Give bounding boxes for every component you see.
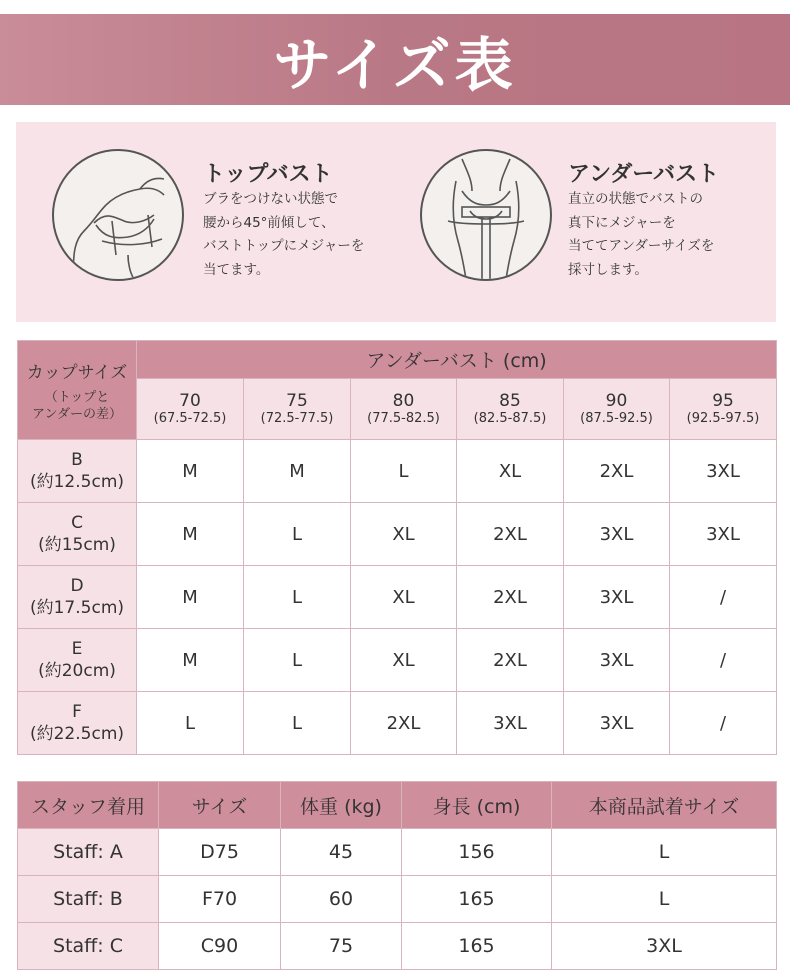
size-cell: 2XL [457, 566, 564, 629]
top-bust-figure-icon [54, 151, 182, 279]
staff-tried-size: L [552, 829, 777, 876]
staff-size: C90 [159, 923, 281, 970]
under-size-value: 70 [179, 391, 201, 412]
cup-letter: B [71, 450, 83, 470]
staff-name: Staff: C [18, 923, 159, 970]
height-header: 身長 (cm) [402, 782, 552, 829]
under-size-75 [244, 379, 351, 440]
cup-difference: (約20cm) [38, 661, 116, 681]
under-bust-header: アンダーバスト (cm) [137, 341, 777, 379]
size-cell: 3XL [564, 503, 670, 566]
under-size-95 [670, 379, 777, 440]
under-size-70 [137, 379, 244, 440]
under-bust-figure-icon [422, 151, 550, 279]
under-size-range: (82.5-87.5) [473, 411, 547, 427]
size-cell: 2XL [351, 692, 457, 755]
size-cell: XL [351, 629, 457, 692]
cup-letter: E [71, 639, 83, 659]
under-size-range: (77.5-82.5) [367, 411, 440, 427]
table-row [18, 876, 777, 923]
staff-height: 156 [402, 829, 552, 876]
size-cell: 2XL [457, 629, 564, 692]
staff-tried-size: 3XL [552, 923, 777, 970]
cup-row-header [18, 440, 137, 503]
size-cell: M [137, 503, 244, 566]
staff-size: D75 [159, 829, 281, 876]
under-size-range: (92.5-97.5) [686, 411, 760, 427]
cup-row-header [18, 692, 137, 755]
cup-letter: C [71, 513, 83, 533]
size-cell: XL [351, 503, 457, 566]
cup-letter: D [70, 576, 84, 596]
cup-letter: F [72, 702, 82, 722]
staff-header: スタッフ着用 [18, 782, 159, 829]
cup-difference: (約12.5cm) [29, 472, 125, 492]
size-cell: / [670, 692, 777, 755]
under-size-value: 85 [499, 391, 521, 412]
under-bust-illustration [420, 149, 552, 281]
size-cell: XL [457, 440, 564, 503]
size-cell: / [670, 566, 777, 629]
under-size-range: (72.5-77.5) [260, 411, 334, 427]
table-row [18, 923, 777, 970]
size-cell: M [244, 440, 351, 503]
size-cell: L [244, 566, 351, 629]
size-cell: 3XL [564, 629, 670, 692]
under-size-85 [457, 379, 564, 440]
staff-weight: 45 [281, 829, 402, 876]
under-size-value: 80 [392, 391, 415, 412]
under-size-90 [564, 379, 670, 440]
size-cell: 3XL [564, 566, 670, 629]
size-cell: M [137, 629, 244, 692]
table-row [18, 566, 777, 629]
under-size-range: (67.5-72.5) [153, 411, 227, 427]
size-cell: XL [351, 566, 457, 629]
under-size-range: (87.5-92.5) [580, 411, 653, 427]
cup-size-header [18, 341, 137, 440]
size-cell: M [137, 440, 244, 503]
size-cell: 3XL [670, 503, 777, 566]
top-bust-description: ブラをつけない状態で 腰から45°前傾して、 バストトップにメジャーを 当てます。 [203, 191, 365, 278]
size-cell: L [351, 440, 457, 503]
cup-size-note: （トップと アンダーの差） [32, 389, 122, 422]
cup-difference: (約15cm) [38, 535, 116, 555]
staff-height: 165 [402, 876, 552, 923]
staff-name: Staff: A [18, 829, 159, 876]
under-size-80 [351, 379, 457, 440]
size-cell: L [244, 503, 351, 566]
under-bust-description: 直立の状態でバストの 真下にメジャーを 当ててアンダーサイズを 採寸します。 [568, 191, 715, 278]
table-row [18, 503, 777, 566]
title-banner [0, 14, 790, 105]
under-size-value: 95 [712, 391, 734, 412]
size-cell: L [244, 629, 351, 692]
top-bust-illustration [52, 149, 184, 281]
size-cell: M [137, 566, 244, 629]
measurement-guide [16, 122, 776, 322]
cup-difference: (約22.5cm) [29, 724, 125, 744]
size-cell: 3XL [457, 692, 564, 755]
size-cell: / [670, 629, 777, 692]
size-cell: 2XL [457, 503, 564, 566]
cup-row-header [18, 629, 137, 692]
cup-difference: (約17.5cm) [29, 598, 125, 618]
staff-weight: 60 [281, 876, 402, 923]
cup-row-header [18, 503, 137, 566]
under-size-value: 75 [286, 391, 308, 412]
table-row [18, 629, 777, 692]
staff-tried-size: L [552, 876, 777, 923]
table-row [18, 440, 777, 503]
size-cell: L [244, 692, 351, 755]
page-title: サイズ表 [273, 30, 517, 99]
size-table [17, 340, 777, 755]
size-cell: 3XL [670, 440, 777, 503]
top-bust-title: トップバスト [203, 162, 333, 187]
table-row [18, 692, 777, 755]
staff-table [17, 781, 777, 970]
staff-weight: 75 [281, 923, 402, 970]
tried-size-header: 本商品試着サイズ [552, 782, 777, 829]
size-cell: 2XL [564, 440, 670, 503]
cup-size-label: カップサイズ [26, 362, 128, 383]
under-size-value: 90 [605, 391, 628, 412]
cup-row-header [18, 566, 137, 629]
staff-name: Staff: B [18, 876, 159, 923]
table-row [18, 829, 777, 876]
weight-header: 体重 (kg) [281, 782, 402, 829]
staff-height: 165 [402, 923, 552, 970]
size-header: サイズ [159, 782, 281, 829]
under-bust-title: アンダーバスト [568, 162, 720, 187]
size-cell: 3XL [564, 692, 670, 755]
staff-size: F70 [159, 876, 281, 923]
size-cell: L [137, 692, 244, 755]
